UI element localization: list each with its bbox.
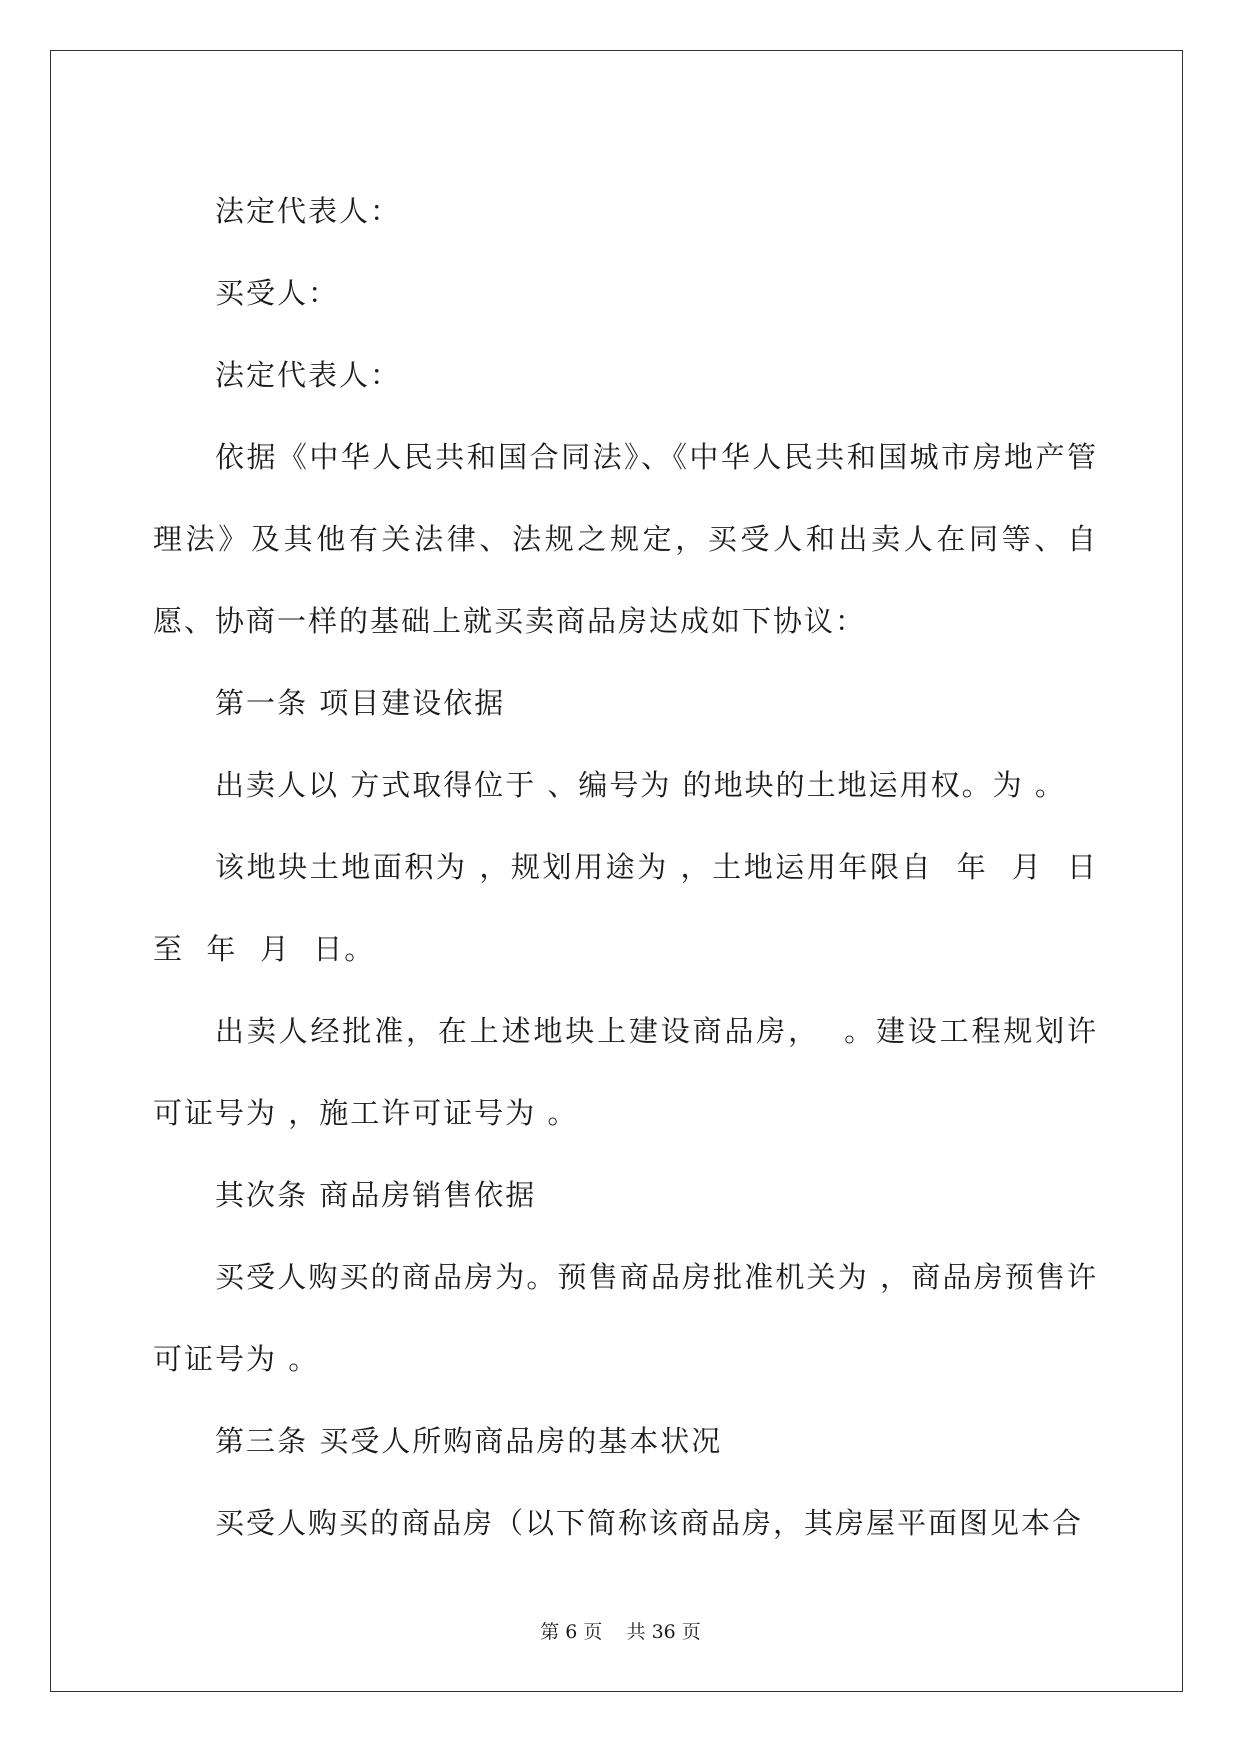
paragraph-presale-permit: 买受人购买的商品房为。预售商品房批准机关为 ，商品房预售许可证号为 。 xyxy=(153,1260,1098,1376)
article-1-heading: 第一条 项目建设依据 xyxy=(215,686,506,720)
page-total: 共 36 页 xyxy=(626,1621,701,1643)
paragraph-buyer: 买受人： xyxy=(215,276,340,310)
paragraph-property-description: 买受人购买的商品房（以下简称该商品房，其房屋平面图见本合 xyxy=(215,1506,1084,1540)
paragraph-construction-permit: 出卖人经批准，在上述地块上建设商品房， 。建设工程规划许可证号为 ，施工许可证号为 。 xyxy=(153,1014,1098,1130)
article-3-heading: 第三条 买受人所购商品房的基本状况 xyxy=(215,1424,723,1458)
paragraph-legal-basis: 依据《中华人民共和国合同法》、《中华人民共和国城市房地产管理法》及其他有关法律、法规之规定，买受人和出卖人在同等、自愿、协商一样的基础上就买卖商品房达成如下协议： xyxy=(153,440,1098,638)
paragraph-land-acquisition: 出卖人以 方式取得位于 、编号为 的地块的土地运用权。为 。 xyxy=(215,768,1066,802)
page-number: 第 6 页 xyxy=(540,1621,603,1643)
page-footer xyxy=(0,1617,1241,1644)
article-2-heading: 其次条 商品房销售依据 xyxy=(215,1178,537,1212)
paragraph-land-area: 该地块土地面积为 ，规划用途为 ，土地运用年限自 年 月 日至 年 月 日。 xyxy=(153,850,1098,966)
document-body xyxy=(153,170,1098,1564)
paragraph-legal-rep-2: 法定代表人： xyxy=(215,358,402,392)
paragraph-legal-rep-1: 法定代表人： xyxy=(215,194,402,228)
